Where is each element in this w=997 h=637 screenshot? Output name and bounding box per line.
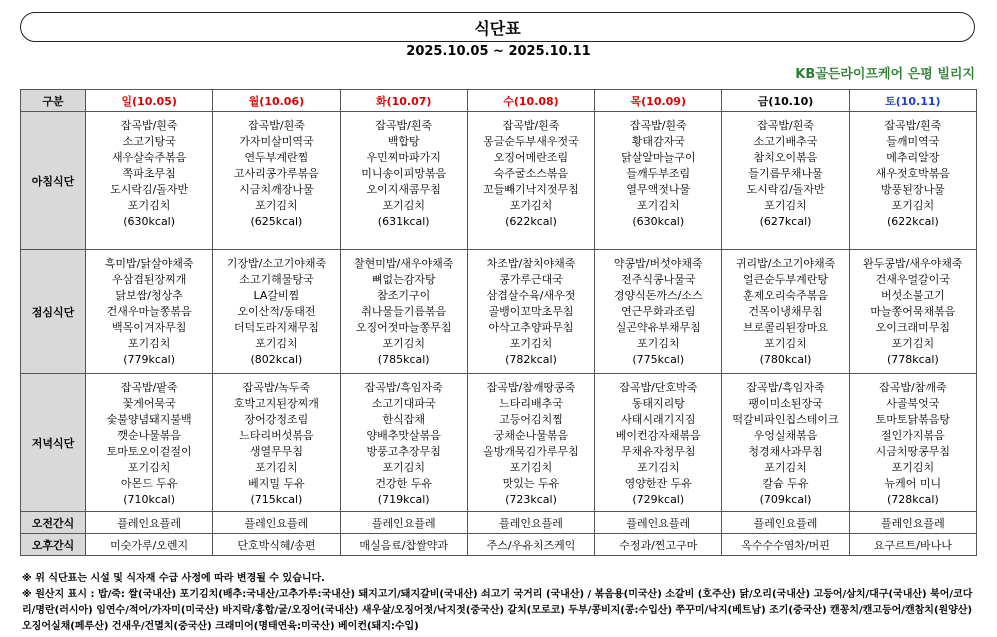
- kcal-label: (802kcal): [250, 353, 303, 366]
- snack-cell: 플레인요플레: [213, 512, 340, 534]
- menu-cell: [213, 250, 340, 374]
- kcal-label: (627kcal): [759, 215, 812, 228]
- header-row: [21, 90, 977, 112]
- menu-cell: [213, 112, 340, 250]
- dish-item: 포기김치: [509, 199, 553, 212]
- snack-label: 오후간식: [21, 534, 86, 556]
- snack-cell: 주스/우유치즈케익: [467, 534, 594, 556]
- menu-cell: [849, 112, 976, 250]
- dish-item: 한식잡채: [382, 413, 425, 426]
- dish-item: 브로콜리된장마요: [743, 321, 829, 334]
- kcal-label: (630kcal): [123, 215, 176, 228]
- snack-cell: 매실음료/찹쌀약과: [340, 534, 467, 556]
- dish-item: 호박고지된장찌개: [233, 397, 319, 410]
- dish-item: 건새우마늘쫑볶음: [106, 305, 192, 318]
- meal-row-breakfast: [21, 112, 977, 250]
- dish-item: 숯불양념돼지불백: [106, 413, 192, 426]
- dish-item: 잡곡밥/흰죽: [120, 119, 178, 132]
- dish-item: 고등어김치찜: [499, 413, 563, 426]
- kcal-label: (780kcal): [759, 353, 812, 366]
- kcal-label: (622kcal): [505, 215, 557, 228]
- menu-cell: [595, 112, 722, 250]
- dish-item: 오징어메란조림: [493, 151, 569, 164]
- row-header-label: 구분: [21, 90, 86, 112]
- kcal-label: (715kcal): [250, 493, 303, 506]
- day-header-mon: 월(10.06): [213, 90, 340, 112]
- meal-row-dinner: [21, 374, 977, 512]
- dish-item: 백목이겨자무침: [111, 321, 187, 334]
- snack-row: [21, 512, 977, 534]
- dish-item: 포기김치: [382, 461, 425, 474]
- dish-item: 장어강정조림: [244, 413, 309, 426]
- menu-cell: [86, 374, 213, 512]
- dish-item: 올방개묵김가루무침: [483, 445, 579, 458]
- dish-item: 잡곡밥/흰죽: [757, 119, 814, 132]
- menu-cell: [849, 374, 976, 512]
- dish-item: 포기김치: [764, 461, 807, 474]
- dish-item: 칼슘 두유: [762, 477, 809, 490]
- kcal-label: (622kcal): [886, 215, 939, 228]
- menu-cell: [722, 112, 849, 250]
- dish-item: 깻순나물볶음: [117, 429, 182, 442]
- dish-item: LA갈비찜: [253, 289, 300, 302]
- dish-item: 취나물들기름볶음: [361, 305, 447, 318]
- dish-item: 들깨두부조림: [626, 167, 691, 180]
- kcal-label: (728kcal): [886, 493, 939, 506]
- dish-item: 뼈없는감자탕: [371, 273, 436, 286]
- dish-item: 포기김치: [891, 199, 935, 212]
- dish-item: 고사리콩가루볶음: [233, 167, 319, 180]
- dish-item: 동태지리탕: [631, 397, 685, 410]
- snack-cell: 수정과/찐고구마: [595, 534, 722, 556]
- dish-item: 방풍된장나물: [880, 183, 945, 196]
- dish-item: 잡곡밥/팥죽: [120, 381, 178, 394]
- dish-item: 오이산적/동태전: [237, 305, 316, 318]
- dish-item: 시금치땅콩무침: [875, 445, 951, 458]
- menu-cell: [340, 374, 467, 512]
- dish-item: 포기김치: [891, 337, 935, 350]
- meal-row-lunch: [21, 250, 977, 374]
- dish-item: 포기김치: [255, 461, 298, 474]
- day-header-sat: 토(10.11): [849, 90, 976, 112]
- dish-item: 뉴케어 미니: [884, 477, 942, 490]
- menu-cell: [340, 112, 467, 250]
- dish-item: 콩가루근대국: [499, 273, 563, 286]
- dish-item: 소고기해물탕국: [239, 273, 314, 286]
- dish-item: 경양식돈까스/소스: [613, 289, 703, 302]
- snack-cell: 미숫가루/오렌지: [86, 534, 213, 556]
- dish-item: 아몬드 두유: [120, 477, 178, 490]
- snack-cell: 플레인요플레: [595, 512, 722, 534]
- dish-item: 미니송이피망볶음: [361, 167, 447, 180]
- dish-item: 절인가지볶음: [880, 429, 945, 442]
- snack-cell: 플레인요플레: [340, 512, 467, 534]
- dish-item: 잡곡밥/참깨죽: [879, 381, 947, 394]
- dish-item: 잡곡밥/참깨땅콩죽: [486, 381, 576, 394]
- dish-item: 기장밥/소고기야채죽: [226, 257, 327, 270]
- dish-item: 무채유자청무침: [621, 445, 696, 458]
- dish-item: 청경채사과무침: [748, 445, 823, 458]
- dish-item: 소고기대파국: [371, 397, 436, 410]
- date-range: 2025.10.05 ~ 2025.10.11: [406, 44, 591, 59]
- menu-cell: [340, 250, 467, 374]
- menu-cell: [86, 250, 213, 374]
- menu-cell: [86, 112, 213, 250]
- dish-item: 포기김치: [127, 461, 171, 474]
- meal-label: 아침식단: [21, 112, 86, 250]
- dish-item: 골뱅이꼬막초무침: [488, 305, 574, 318]
- menu-cell: [595, 250, 722, 374]
- dish-item: 얼큰순두부계란탕: [743, 273, 829, 286]
- dish-item: 삼겹살수육/새우젓: [486, 289, 576, 302]
- snack-cell: 플레인요플레: [849, 512, 976, 534]
- dish-item: 토마토닭볶음탕: [875, 413, 951, 426]
- dish-item: 황태감자국: [631, 135, 685, 148]
- meal-label: 점심식단: [21, 250, 86, 374]
- dish-item: 새우살숙주볶음: [111, 151, 187, 164]
- dish-item: 잡곡밥/흰죽: [248, 119, 305, 132]
- dish-item: 아삭고추양파무침: [488, 321, 574, 334]
- dish-item: 잡곡밥/흰죽: [502, 119, 560, 132]
- dish-item: 시금치깨장나물: [239, 183, 314, 196]
- dish-item: 방풍고추장무침: [366, 445, 441, 458]
- dish-item: 포기김치: [127, 199, 171, 212]
- day-header-tue: 화(10.07): [340, 90, 467, 112]
- dish-item: 훈제오리숙주볶음: [743, 289, 829, 302]
- menu-cell: [467, 374, 594, 512]
- kcal-label: (709kcal): [759, 493, 812, 506]
- dish-item: 연근무화과조림: [621, 305, 696, 318]
- dish-item: 건강한 두유: [375, 477, 433, 490]
- dish-item: 포기김치: [255, 199, 298, 212]
- dish-item: 생열무무침: [249, 445, 303, 458]
- dish-item: 백합탕: [387, 135, 420, 148]
- kcal-label: (782kcal): [505, 353, 557, 366]
- dish-item: 차조밥/참치야채죽: [486, 257, 576, 270]
- menu-cell: [722, 250, 849, 374]
- menu-cell: [213, 374, 340, 512]
- dish-item: 버섯소불고기: [880, 289, 945, 302]
- menu-cell: [595, 374, 722, 512]
- dish-item: 오이지새콤무침: [366, 183, 441, 196]
- dish-item: 잡곡밥/흰죽: [884, 119, 942, 132]
- dish-item: 포기김치: [637, 461, 680, 474]
- notes: [22, 571, 982, 635]
- dish-item: 우엉실채볶음: [753, 429, 818, 442]
- dish-item: 건목이냉채무침: [748, 305, 823, 318]
- meal-label: 저녁식단: [21, 374, 86, 512]
- dish-item: 들깨미역국: [886, 135, 940, 148]
- snack-cell: 요구르트/바나나: [849, 534, 976, 556]
- dish-item: 마늘쫑어묵채볶음: [870, 305, 956, 318]
- dish-item: 포기김치: [637, 199, 680, 212]
- dish-item: 궁채순나물볶음: [493, 429, 569, 442]
- dish-item: 들기름무채나물: [748, 167, 823, 180]
- dish-item: 잡곡밥/흑임자죽: [746, 381, 825, 394]
- dish-item: 포기김치: [255, 337, 298, 350]
- dish-item: 열무액젓나물: [626, 183, 691, 196]
- snack-cell: 단호박식혜/송편: [213, 534, 340, 556]
- dish-item: 참조기구이: [377, 289, 431, 302]
- snack-cell: 플레인요플레: [86, 512, 213, 534]
- kcal-label: (729kcal): [632, 493, 685, 506]
- dish-item: 새우젓호박볶음: [875, 167, 951, 180]
- dish-item: 닭살알마늘구이: [621, 151, 696, 164]
- dish-item: 잡곡밥/흰죽: [629, 119, 687, 132]
- dish-item: 우민찌마파가지: [366, 151, 441, 164]
- dish-item: 팽이미소된장국: [748, 397, 823, 410]
- snack-row: [21, 534, 977, 556]
- dish-item: 떡갈비파인칩스테이크: [732, 413, 839, 426]
- kcal-label: (785kcal): [377, 353, 430, 366]
- dish-item: 포기김치: [382, 199, 425, 212]
- dish-item: 포기김치: [509, 461, 553, 474]
- dish-item: 느타리버섯볶음: [239, 429, 314, 442]
- dish-item: 건새우얼갈이국: [875, 273, 951, 286]
- day-header-fri: 금(10.10): [722, 90, 849, 112]
- dish-item: 포기김치: [382, 337, 425, 350]
- dish-item: 포기김치: [509, 337, 553, 350]
- dish-item: 포기김치: [764, 199, 807, 212]
- snack-cell: 플레인요플레: [722, 512, 849, 534]
- dish-item: 잡곡밥/흑임자죽: [364, 381, 443, 394]
- title-box: [20, 12, 975, 42]
- dish-item: 메추리알장: [886, 151, 940, 164]
- dish-item: 베지밀 두유: [248, 477, 305, 490]
- dish-item: 꽃게어묵국: [122, 397, 176, 410]
- dish-item: 쪽파초무침: [122, 167, 176, 180]
- dish-item: 느타리배추국: [499, 397, 563, 410]
- kcal-label: (631kcal): [377, 215, 430, 228]
- dish-item: 귀리밥/소고기야채죽: [735, 257, 836, 270]
- dish-item: 가자미살미역국: [239, 135, 314, 148]
- kcal-label: (719kcal): [377, 493, 430, 506]
- dish-item: 몽글순두부새우젓국: [483, 135, 579, 148]
- menu-cell: [849, 250, 976, 374]
- page-title: 식단표: [474, 18, 521, 38]
- kcal-label: (723kcal): [505, 493, 557, 506]
- snack-cell: 플레인요플레: [467, 512, 594, 534]
- dish-item: 잡곡밥/단호박죽: [619, 381, 698, 394]
- snack-cell: 옥수수수염차/머핀: [722, 534, 849, 556]
- notice-line: ※ 위 식단표는 시설 및 식자재 수급 사정에 따라 변경될 수 있습니다.: [22, 573, 325, 584]
- facility-name: KB골든라이프케어 은평 빌리지: [795, 67, 975, 82]
- dish-item: 약콩밥/버섯야채죽: [613, 257, 703, 270]
- kcal-label: (775kcal): [632, 353, 685, 366]
- dish-item: 닭보쌈/청상추: [115, 289, 183, 302]
- dish-item: 사골북엇국: [886, 397, 940, 410]
- dish-item: 완두콩밥/새우야채죽: [863, 257, 963, 270]
- dish-item: 오이크래미무침: [875, 321, 951, 334]
- dish-item: 도시락김/돌자반: [746, 183, 825, 196]
- dish-item: 꼬들빼기낙지젓무침: [483, 183, 579, 196]
- day-header-sun: 일(10.05): [86, 90, 213, 112]
- dish-item: 숙주굴소스볶음: [493, 167, 569, 180]
- dish-item: 포기김치: [637, 337, 680, 350]
- dish-item: 사태시래기지짐: [621, 413, 696, 426]
- menu-cell: [722, 374, 849, 512]
- menu-table: [20, 89, 977, 556]
- menu-cell: [467, 250, 594, 374]
- dish-item: 포기김치: [127, 337, 171, 350]
- dish-item: 우삼겹된장찌개: [111, 273, 187, 286]
- kcal-label: (710kcal): [123, 493, 176, 506]
- dish-item: 소고기탕국: [122, 135, 176, 148]
- dish-item: 더덕도라지채무침: [233, 321, 319, 334]
- origin-line: ※ 원산지 표시 : 밥/죽: 쌀(국내산) 포기김치(배추:국내산/고추가루:국내산) 돼지고기/돼지갈비(국내산) 쇠고기 국거리 (국내산) / 볶음용(미국산) 소갈비 (호주산) 닭/오리(국내산) 고등어/삼치/대구(국내산) 북어/코다리/명란(러시아) 임연수/적어/가자미(미국산) 바지락/홍합/굴/오징어(국내산) 새우살/오징어젓/낙지젓(중국산) 갈치(모로코) 두부/콩비지(콩:수입산) 쭈꾸미/낙지(베트남) 조기(중국산) 캔꽁치/캔고등어/캔참치(원양산) 오징어실채(페루산) 건새우/건멸치(중국산) 크래미어(명태연육:미국산) 베이컨(돼지:수입): [22, 589, 973, 632]
- dish-item: 잡곡밥/흰죽: [375, 119, 433, 132]
- dish-item: 흑미밥/닭살야채죽: [104, 257, 194, 270]
- dish-item: 실곤약유부채무침: [615, 321, 701, 334]
- dish-item: 맛있는 두유: [502, 477, 560, 490]
- dish-item: 참치오이볶음: [753, 151, 818, 164]
- snack-label: 오전간식: [21, 512, 86, 534]
- dish-item: 찰현미밥/새우야채죽: [354, 257, 454, 270]
- dish-item: 오징어젓마늘쫑무침: [355, 321, 452, 334]
- dish-item: 잡곡밥/녹두죽: [242, 381, 311, 394]
- menu-cell: [467, 112, 594, 250]
- kcal-label: (778kcal): [886, 353, 939, 366]
- dish-item: 전주식콩나물국: [621, 273, 696, 286]
- dish-item: 양배추맛살볶음: [366, 429, 441, 442]
- dish-item: 소고기배추국: [753, 135, 818, 148]
- dish-item: 포기김치: [891, 461, 935, 474]
- dish-item: 포기김치: [764, 337, 807, 350]
- kcal-label: (630kcal): [632, 215, 685, 228]
- dish-item: 영양한잔 두유: [624, 477, 692, 490]
- kcal-label: (779kcal): [123, 353, 176, 366]
- dish-item: 토마토오이겉절이: [106, 445, 192, 458]
- day-header-wed: 수(10.08): [467, 90, 594, 112]
- kcal-label: (625kcal): [250, 215, 303, 228]
- dish-item: 도시락김/돌자반: [110, 183, 189, 196]
- dish-item: 베이컨감자채볶음: [615, 429, 701, 442]
- day-header-thu: 목(10.09): [595, 90, 722, 112]
- dish-item: 연두부계란찜: [244, 151, 309, 164]
